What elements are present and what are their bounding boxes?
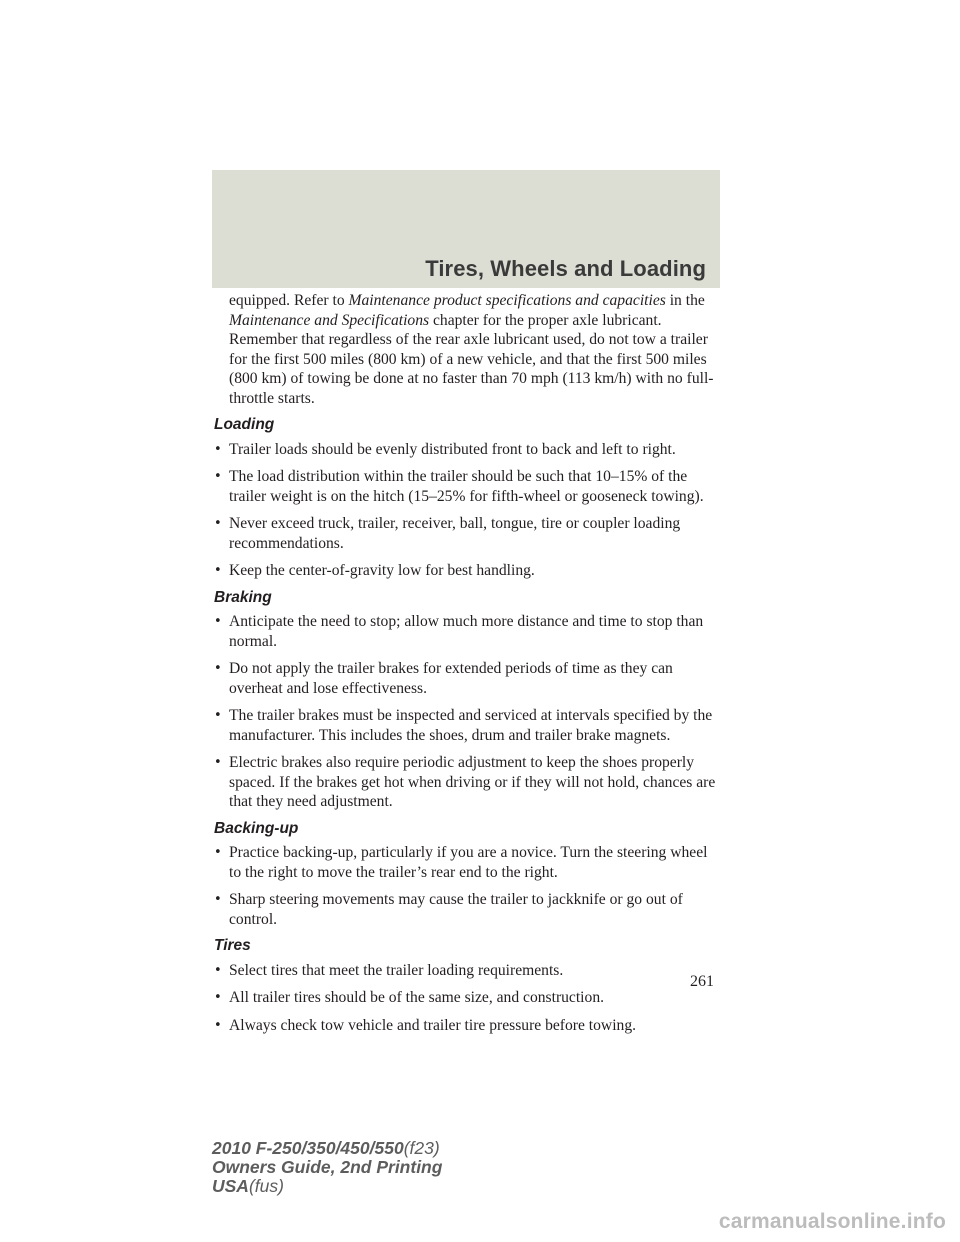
list-item-text: The trailer brakes must be inspected and serviced at intervals specified by the manufacturer. This includes the shoes, drum and trailer brake magnets. (229, 707, 713, 744)
list-item-text: The load distribution within the trailer should be such that 10–15% of the trailer weight is on the hitch (15–25% for fifth-wheel or gooseneck towing). (229, 468, 704, 505)
intro-text: in the (665, 292, 705, 309)
loading-list (212, 440, 722, 581)
footer-model: 2010 F-250/350/450/550 (212, 1138, 404, 1158)
chapter-header-band (212, 170, 720, 288)
section-heading-braking: Braking (214, 588, 272, 606)
bullet-icon: • (214, 516, 222, 531)
list-item (212, 440, 722, 460)
bullet-icon: • (214, 441, 222, 457)
list-item (212, 843, 722, 882)
list-item (212, 1016, 722, 1036)
intro-reference-section: Maintenance product specifications and capacities (348, 292, 666, 309)
list-item (212, 988, 722, 1008)
footer-market-line (212, 1177, 442, 1196)
intro-text: chapter for the proper axle lubricant. Remember that regardless of the rear axle lubricant used, do not tow a trailer for the first 500 miles (800 km) of a new vehicle, and that the first 500 miles (800 km) of towing be done at no faster than 70 mph (113 km/h) with no full-throttle starts. (229, 311, 714, 407)
backing-up-list (212, 843, 722, 929)
list-item (212, 706, 722, 745)
list-item-text: Select tires that meet the trailer loading requirements. (229, 961, 564, 979)
footer-guide-line: Owners Guide, 2nd Printing (212, 1157, 443, 1177)
page-content (212, 291, 722, 1041)
footer-model-line (212, 1139, 442, 1158)
list-item (212, 561, 722, 581)
bullet-icon: • (214, 563, 222, 578)
bullet-icon: • (214, 962, 222, 978)
bullet-icon: • (214, 755, 222, 770)
bullet-icon: • (214, 990, 222, 1005)
braking-list (212, 612, 722, 812)
list-item-text: Keep the center-of-gravity low for best handling. (229, 562, 535, 579)
list-item-text: Always check tow vehicle and trailer tire pressure before towing. (229, 1016, 637, 1034)
list-item-text: Never exceed truck, trailer, receiver, ball, tongue, tire or coupler loading recommendations. (229, 515, 681, 552)
intro-text: equipped. Refer to (229, 292, 349, 309)
bullet-icon: • (214, 845, 222, 860)
list-item (212, 514, 722, 553)
list-item (212, 659, 722, 698)
list-item (212, 890, 722, 929)
chapter-title: Tires, Wheels and Loading (425, 256, 706, 281)
section-heading-backing-up: Backing-up (214, 819, 299, 837)
list-item (212, 753, 722, 812)
bullet-icon: • (214, 469, 222, 484)
footer-market: USA (212, 1176, 249, 1196)
bullet-icon: • (214, 708, 222, 723)
bullet-icon: • (214, 892, 222, 907)
page-number: 261 (690, 973, 714, 990)
list-item (212, 467, 722, 506)
bullet-icon: • (214, 1017, 222, 1033)
list-item-text: Sharp steering movements may cause the trailer to jackknife or go out of control. (229, 891, 683, 928)
list-item (212, 961, 722, 981)
list-item-text: Practice backing-up, particularly if you are a novice. Turn the steering wheel to the right to move the trailer’s rear end to the right. (229, 844, 708, 881)
footer-model-code: (f23) (403, 1138, 440, 1158)
footer-market-code: (fus) (248, 1176, 284, 1196)
list-item (212, 612, 722, 651)
list-item-text: All trailer tires should be of the same size, and construction. (229, 989, 605, 1006)
section-heading-loading: Loading (214, 416, 275, 433)
list-item-text: Anticipate the need to stop; allow much more distance and time to stop than normal. (229, 613, 704, 650)
list-item-text: Do not apply the trailer brakes for extended periods of time as they can overheat and lose effectiveness. (229, 660, 673, 697)
bullet-icon: • (214, 614, 222, 629)
section-heading-tires: Tires (214, 937, 251, 954)
tires-list (212, 961, 722, 1036)
document-footer (212, 1139, 442, 1196)
list-item-text: Electric brakes also require periodic adjustment to keep the shoes properly spaced. If the brakes get hot when driving or if they will not hold, chances are that they need adjustment. (229, 754, 716, 810)
list-item-text: Trailer loads should be evenly distributed front to back and left to right. (229, 440, 676, 458)
intro-paragraph (229, 291, 722, 408)
watermark-link[interactable]: carmanualsonline.info (718, 1210, 946, 1233)
intro-reference-chapter: Maintenance and Specifications (229, 311, 430, 329)
bullet-icon: • (214, 661, 222, 676)
